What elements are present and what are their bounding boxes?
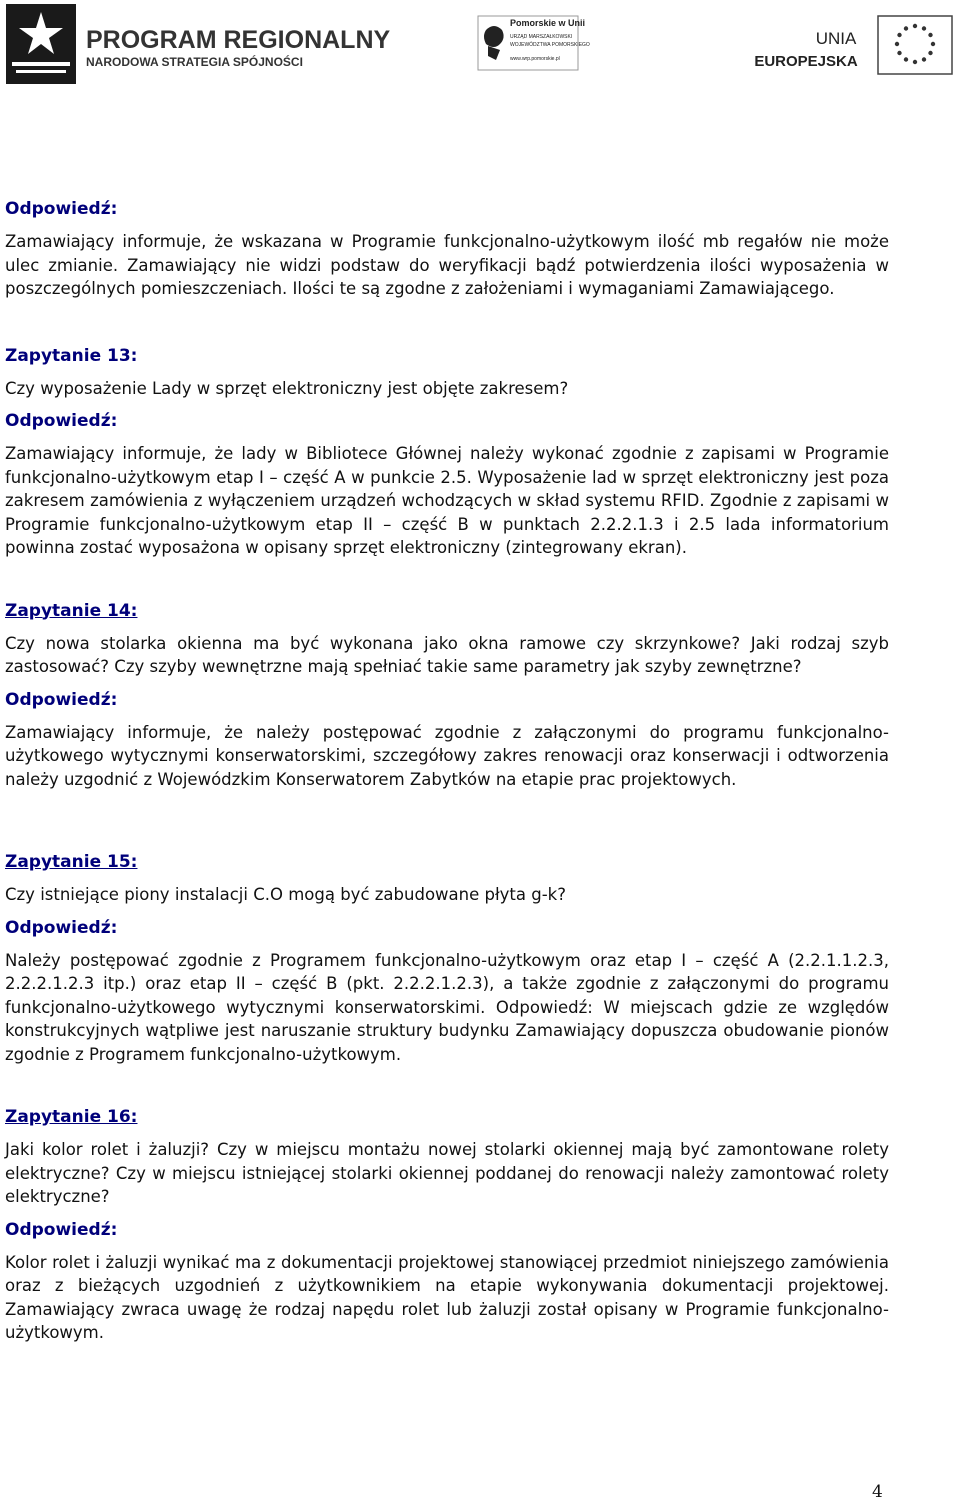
- question-label: Zapytanie 14:: [5, 600, 138, 621]
- page-number: 4: [872, 1482, 883, 1502]
- unia-europejska-logo: [754, 14, 956, 76]
- answer-label: Odpowiedź:: [5, 411, 118, 431]
- question-text: Czy nowa stolarka okienna ma być wykonana jako okna ramowe czy skrzynkowe? Jaki rodzaj szyb zastosować? Czy szyby wewnętrzne mają spełniać takie same parametry jak szyby zewnętrzne?: [5, 633, 889, 676]
- question-label: Zapytanie 16:: [5, 1107, 138, 1127]
- question-text: Jaki kolor rolet i żaluzji? Czy w miejscu montażu nowej stolarki okiennej mają być zamontowane rolety elektryczne? Czy w miejscu istniejącej stolarki okiennej poddanej do renowacji należy zamontować rolety elektryczne?: [5, 1140, 889, 1206]
- qa-section: [5, 600, 889, 792]
- answer-text: Należy postępować zgodnie z Programem funkcjonalno-użytkowym oraz etap I – część A (2.2.1.1.2.3, 2.2.2.1.2.3 itp.) oraz etap II – część B (pkt. 2.2.2.1.2.3), a także zgodnie z załączonymi do programu funkcjonalno-użytkowego wytycznymi konserwatorskimi. Odpowiedź: W miejscach gdzie ze względów konstrukcyjnych wątpliwe jest naruszanie struktury budynku Zamawiający dopuszcza obudowanie pionów zgodnie z Programem funkcjonalno-użytkowym.: [5, 950, 889, 1064]
- page-header: [0, 0, 960, 90]
- logo-mid-line2: URZĄD MARSZAŁKOWSKI: [510, 34, 573, 40]
- answer-text: Kolor rolet i żaluzji wynikać ma z dokumentacji projektowej stanowiącej przedmiot niniejszego zamówienia oraz z bieżących uzgodnień z użytkownikiem na etapie wykonywania dokumentacji projektowej. Zamawiający zwraca uwagę że rodzaj napędu rolet lub żaluzji został opisany w Programie funkcjonalno-użytkowym.: [5, 1252, 889, 1342]
- logo-left-subtitle: NARODOWA STRATEGIA SPÓJNOŚCI: [86, 55, 303, 69]
- qa-section: [5, 1106, 889, 1345]
- qa-section: [5, 851, 889, 1066]
- answer-label: Odpowiedź:: [5, 199, 118, 219]
- logo-right-line2: EUROPEJSKA: [754, 53, 858, 70]
- logo-left-title: PROGRAM REGIONALNY: [86, 26, 391, 54]
- answer-label: Odpowiedź:: [5, 917, 118, 938]
- question-label: Zapytanie 15:: [5, 852, 138, 872]
- logo-mid-line4: www.wrp.pomorskie.pl: [510, 56, 560, 62]
- question-text: Czy istniejące piony instalacji C.O mogą być zabudowane płyta g-k?: [5, 885, 566, 904]
- answer-label: Odpowiedź:: [5, 1219, 118, 1240]
- program-regionalny-logo: [6, 2, 391, 86]
- logo-right-line1: UNIA: [815, 29, 857, 48]
- logo-mid-line3: WOJEWÓDZTWA POMORSKIEGO: [510, 42, 590, 48]
- answer-label: Odpowiedź:: [5, 689, 118, 710]
- pomorskie-logo: [478, 16, 590, 70]
- logo-mid-line1: Pomorskie w Unii: [510, 18, 586, 28]
- document-body: [5, 198, 889, 1345]
- answer-text: Zamawiający informuje, że lady w Bibliotece Głównej należy wykonać zgodnie z zapisami w Programie funkcjonalno-użytkowym etap I – część A w punkcie 2.5. Wyposażenie lad w sprzęt elektroniczny jest poza zakresem zamówienia z wyłączeniem urządzeń wchodzących w skład systemu RFID. Zgodnie z zapisami w Programie funkcjonalno-użytkowym etap II – część B w punktach 2.2.2.1.3 i 2.5 lada informatorium powinna zostać wyposażona w opisany sprzęt elektroniczny (zintegrowany ekran).: [5, 444, 889, 557]
- qa-section: [5, 198, 889, 301]
- qa-section: [5, 345, 889, 560]
- question-label: Zapytanie 13:: [5, 345, 138, 366]
- answer-text: Zamawiający informuje, że wskazana w Programie funkcjonalno-użytkowym ilość mb regałów nie może ulec zmianie. Zamawiający nie widzi podstaw do weryfikacji bądź potwierdzenia ilości wyposażenia w poszczególnych pomieszczeniach. Ilości te są zgodne z założeniami i wymaganiami Zamawiającego.: [5, 232, 889, 298]
- answer-text: Zamawiający informuje, że należy postępować zgodnie z załączonymi do programu funkcjonalno-użytkowego wytycznymi konserwatorskimi, szczegółowy zakres renowacji oraz konserwacji i odtworzenia należy uzgodnić z Wojewódzkim Konserwatorem Zabytków na etapie prac projektowych.: [5, 722, 889, 789]
- question-text: Czy wyposażenie Lady w sprzęt elektroniczny jest objęte zakresem?: [5, 378, 569, 398]
